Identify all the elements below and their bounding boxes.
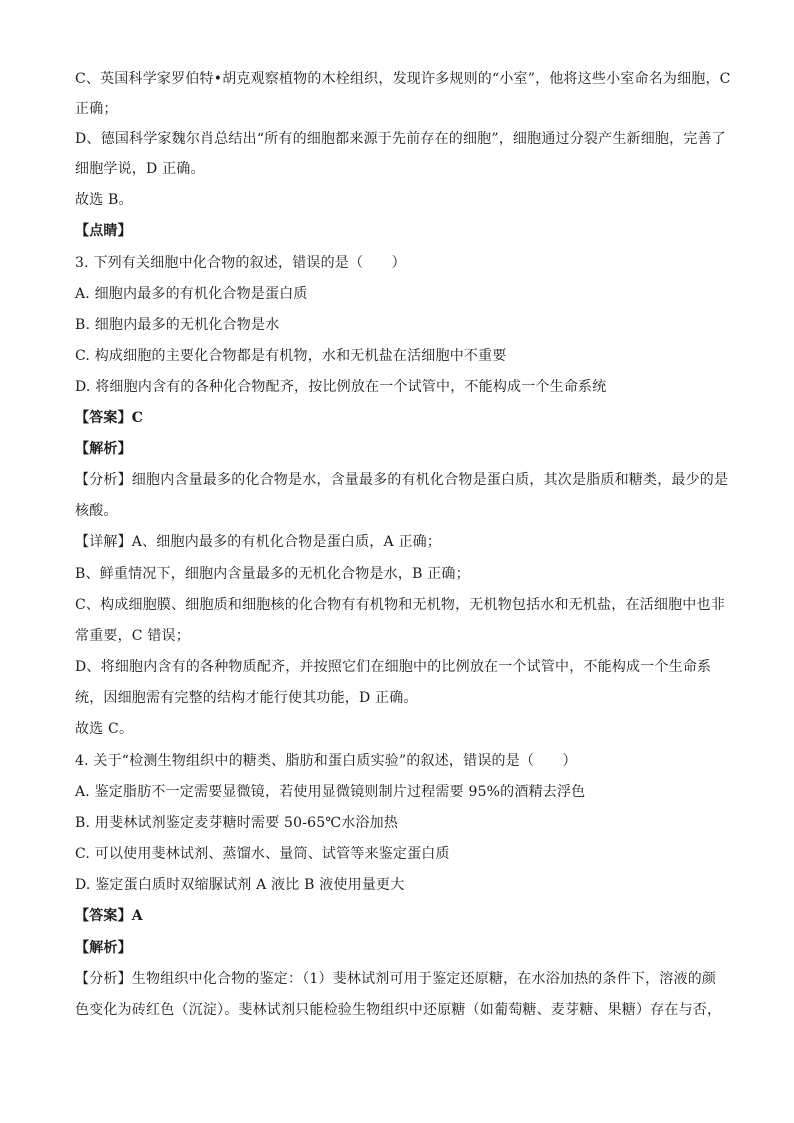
text-line: C、构成细胞膜、细胞质和细胞核的化合物有有机物和无机物，无机物包括水和无机盐，在活细胞中也非 [75, 597, 725, 613]
option-c: C. 可以使用斐林试剂、蒸馏水、量筒、试管等来鉴定蛋白质 [75, 846, 450, 862]
text-line: 【分析】生物组织中化合物的鉴定：（1）斐林试剂可用于鉴定还原糖，在水浴加热的条件下，溶液的颜 [75, 971, 717, 987]
option-d: D. 将细胞内含有的各种化合物配齐，按比例放在一个试管中，不能构成一个生命系统 [75, 379, 607, 395]
text-line: 色变化为砖红色（沉淀）。斐林试剂只能检验生物组织中还原糖（如葡萄糖、麦芽糖、果糖）存在与否， [75, 1002, 722, 1018]
option-a: A. 鉴定脂肪不一定需要显微镜，若使用显微镜则制片过程需要 95%的酒精去浮色 [75, 784, 586, 800]
answer-line: 【答案】A [75, 908, 143, 924]
text-line: 常重要，C 错误； [75, 628, 190, 644]
option-d: D. 鉴定蛋白质时双缩脲试剂 A 液比 B 液使用量更大 [75, 877, 405, 893]
section-heading: 【点睛】 [75, 223, 132, 239]
text-line: 正确； [75, 101, 118, 117]
text-line: D、将细胞内含有的各种物质配齐，并按照它们在细胞中的比例放在一个试管中，不能构成一个生命系 [75, 659, 712, 675]
question-stem: 3. 下列有关细胞中化合物的叙述，错误的是（ ） [75, 255, 406, 271]
text-line: C、英国科学家罗伯特•胡克观察植物的木栓组织，发现许多规则的“小室”，他将这些小室命名为细胞，C [75, 71, 731, 87]
text-line: B、鲜重情况下，细胞内含量最多的无机化合物是水，B 正确； [75, 566, 470, 582]
section-heading: 【解析】 [75, 940, 132, 956]
option-a: A. 细胞内最多的有机化合物是蛋白质 [75, 286, 308, 302]
option-b: B. 用斐林试剂鉴定麦芽糖时需要 50-65℃水浴加热 [75, 815, 399, 831]
section-heading: 【解析】 [75, 441, 132, 457]
text-line: 统，因细胞需有完整的结构才能行使其功能，D 正确。 [75, 690, 418, 706]
text-line: 故选 C。 [75, 721, 134, 737]
option-c: C. 构成细胞的主要化合物都是有机物，水和无机盐在活细胞中不重要 [75, 348, 507, 364]
text-line: 核酸。 [75, 503, 118, 519]
text-line: 【分析】细胞内含量最多的化合物是水，含量最多的有机化合物是蛋白质，其次是脂质和糖类，最少的是 [75, 472, 729, 488]
option-b: B. 细胞内最多的无机化合物是水 [75, 317, 280, 333]
text-line: D、德国科学家魏尔肖总结出“所有的细胞都来源于先前存在的细胞”，细胞通过分裂产生新细胞，完善了 [75, 131, 726, 147]
text-line: 细胞学说，D 正确。 [75, 161, 205, 177]
question-stem: 4. 关于“检测生物组织中的糖类、脂肪和蛋白质实验”的叙述，错误的是（ ） [75, 753, 577, 769]
answer-line: 【答案】C [75, 410, 144, 426]
text-line: 【详解】A、细胞内最多的有机化合物是蛋白质，A 正确； [75, 534, 442, 550]
text-line: 故选 B。 [75, 192, 133, 208]
